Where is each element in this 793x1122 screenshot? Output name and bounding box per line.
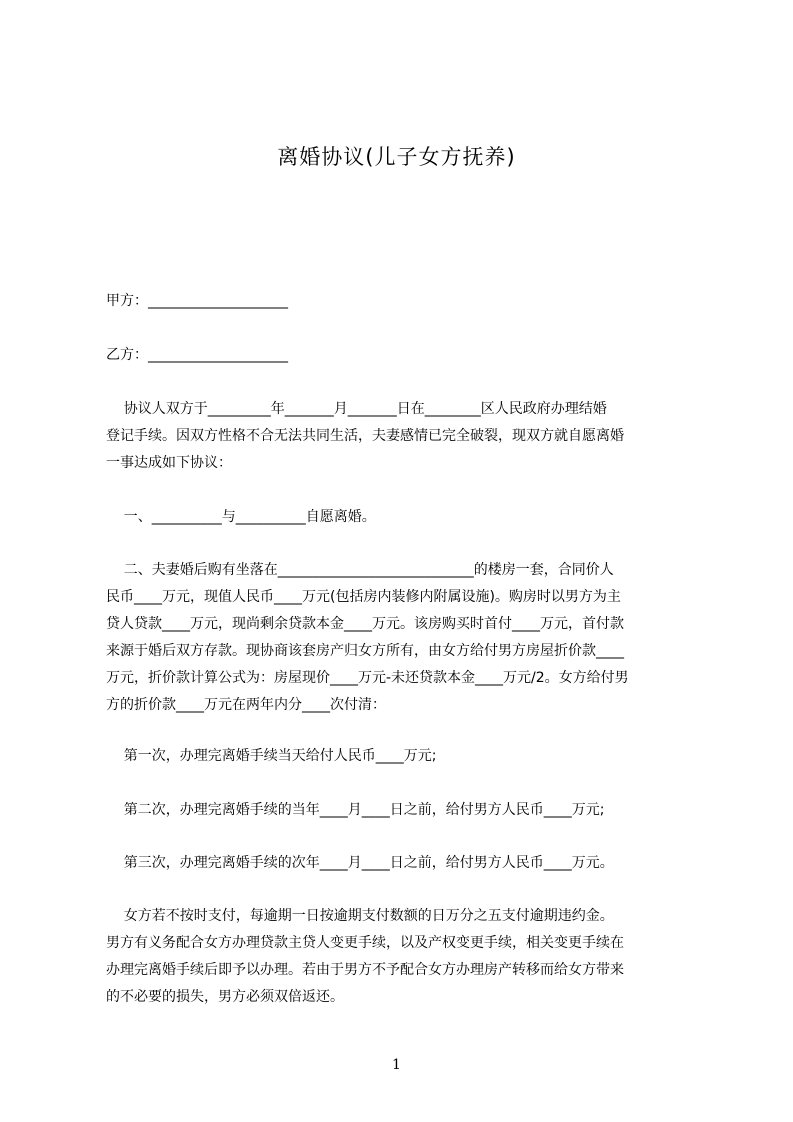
clause-two-line: 方的折价款____万元在两年内分____次付清： (106, 697, 386, 713)
penalty-paragraph-line: 办理完离婚手续后即予以办理。若由于男方不予配合女方办理房产转移而给女方带来 (106, 962, 624, 978)
clause-two-line: 二、夫妻婚后购有坐落在____________________________的楼房一套，合同价人 (106, 562, 614, 578)
installment-third-line: 第三次，办理完离婚手续的次年____月____日之前，给付男方人民币____万元。 (106, 855, 614, 871)
installment-first-line: 第一次，办理完离婚手续当天给付人民币____万元; (106, 748, 437, 764)
preamble-line: 登记手续。因双方性格不合无法共同生活，夫妻感情已完全破裂，现双方就自愿离婚 (106, 428, 624, 444)
document-title: 离婚协议(儿子女方抚养) (277, 145, 516, 169)
preamble-line: 协议人双方于_________年_______月_______日在________区人民政府办理结婚 (106, 401, 607, 417)
preamble-line: 一事达成如下协议： (106, 455, 232, 471)
clause-two-line: 来源于婚后双方存款。现协商该套房产归女方所有，由女方给付男方房屋折价款____ (106, 643, 624, 659)
clause-two-line: 贷人贷款____万元，现尚剩余贷款本金____万元。该房购买时首付____万元，首付款 (106, 616, 624, 632)
party-a-line: 甲方：____________________ (106, 293, 288, 309)
penalty-paragraph-line: 女方若不按时支付，每逾期一日按逾期支付数额的日万分之五支付逾期违约金。 (106, 908, 614, 924)
penalty-paragraph-line: 的不必要的损失，男方必须双倍返还。 (106, 989, 344, 1005)
party-b-line: 乙方：____________________ (106, 347, 288, 363)
penalty-paragraph-line: 男方有义务配合女方办理贷款主贷人变更手续，以及产权变更手续，相关变更手续在 (106, 935, 624, 951)
page-number: 1 (392, 1057, 401, 1073)
clause-two-line: 万元，折价款计算公式为：房屋现价____万元-未还贷款本金____万元/2。女方给付男 (106, 670, 629, 686)
clause-one-line: 一、__________与__________自愿离婚。 (106, 509, 376, 525)
installment-second-line: 第二次，办理完离婚手续的当年____月____日之前，给付男方人民币____万元; (106, 802, 605, 818)
clause-two-line: 民币____万元，现值人民币____万元(包括房内装修内附属设施)。购房时以男方为主 (106, 589, 621, 605)
